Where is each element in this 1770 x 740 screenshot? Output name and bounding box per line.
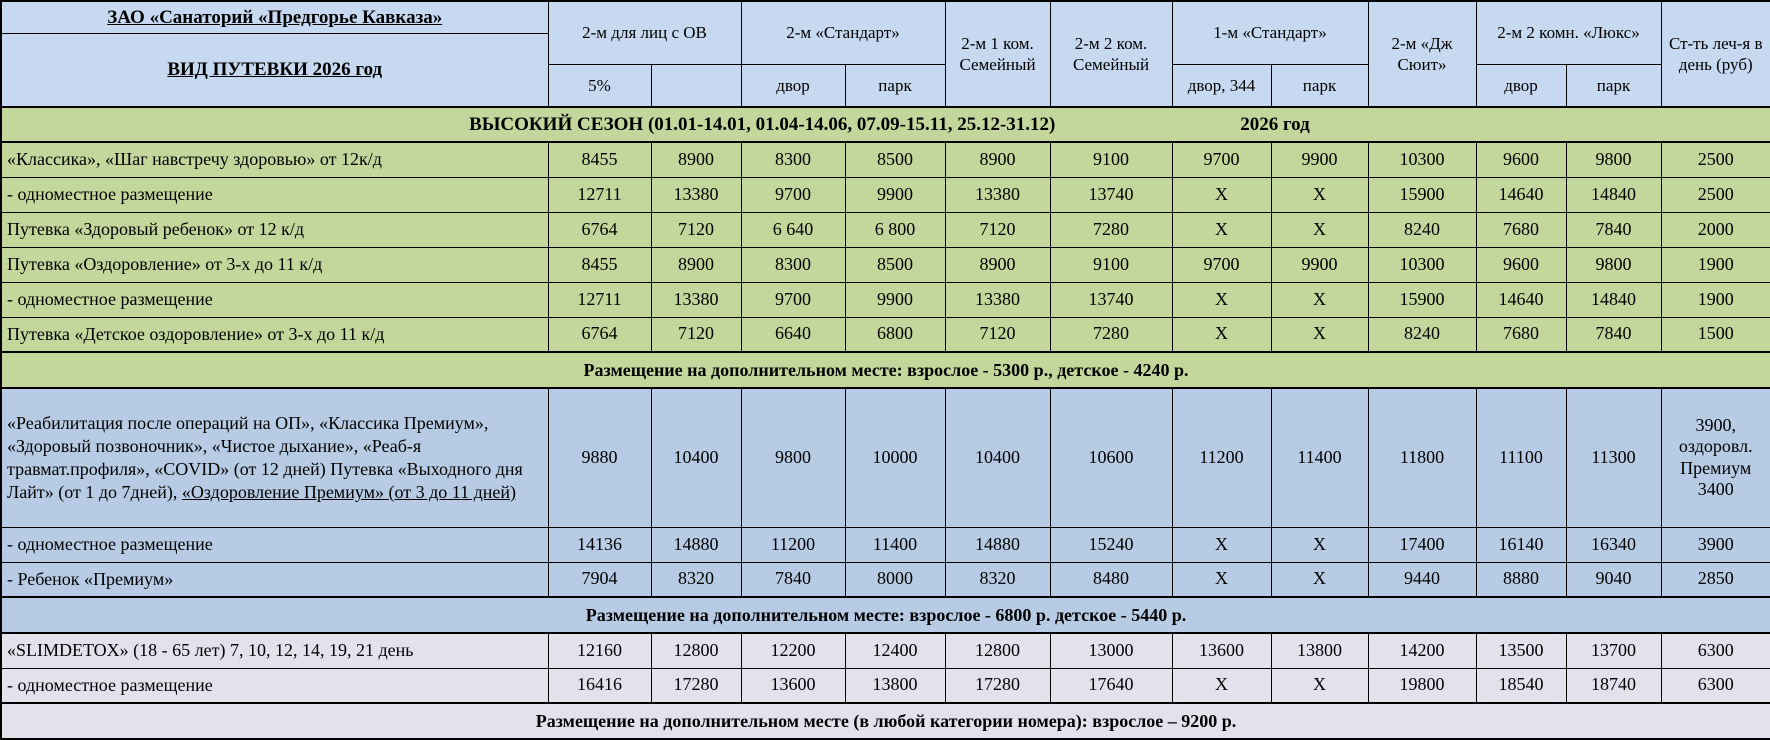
price-cell: 10300	[1368, 247, 1476, 282]
price-cell: 2500	[1661, 142, 1770, 177]
column-group-family-2room: 2-м 2 ком. Семейный	[1050, 1, 1172, 107]
row-label-underlined-text: «Оздоровление Премиум» (от 3 до 11 дней)	[181, 481, 517, 502]
table-row	[1, 527, 1770, 562]
row-label-text: «Классика», «Шаг навстречу здоровью» от 12к/д	[7, 149, 382, 170]
row-label-text: Путевка «Здоровый ребенок» от 12 к/д	[7, 218, 305, 239]
row-label-text: «Реабилитация после операций на ОП», «Классика Премиум», «Здоровый позвоночник», «Чистое дыхание», «Реаб-я травмат.профиля», «COVID» (от 12 дней) Путевка «Выходного дня Лайт» (от 1 до 7дней),	[7, 412, 523, 502]
price-cell: 9600	[1476, 142, 1566, 177]
price-cell: Х	[1271, 282, 1368, 317]
price-cell: 6300	[1661, 668, 1770, 703]
column-subheader: парк	[845, 64, 945, 107]
price-cell: 11800	[1368, 388, 1476, 527]
price-cell: Х	[1172, 317, 1271, 352]
price-cell: 8300	[741, 142, 845, 177]
note-band-row	[1, 597, 1770, 633]
price-cell: 2850	[1661, 562, 1770, 597]
price-cell: 15240	[1050, 527, 1172, 562]
price-cell: 8240	[1368, 317, 1476, 352]
price-cell: 9040	[1566, 562, 1661, 597]
price-cell: 8455	[548, 247, 651, 282]
price-cell: 9700	[1172, 142, 1271, 177]
price-cell: 10400	[945, 388, 1050, 527]
price-cell: 1900	[1661, 282, 1770, 317]
season-title: ВЫСОКИЙ СЕЗОН (01.01-14.01, 01.04-14.06, 07.09-15.11, 25.12-31.12)	[469, 113, 1056, 135]
price-cell: Х	[1172, 212, 1271, 247]
price-cell: 6 640	[741, 212, 845, 247]
price-cell: 17280	[651, 668, 741, 703]
price-cell: 12800	[945, 633, 1050, 668]
season-band	[1, 107, 1770, 142]
price-cell: 15900	[1368, 282, 1476, 317]
price-cell: 13600	[1172, 633, 1271, 668]
price-cell: 19800	[1368, 668, 1476, 703]
note-band-row	[1, 352, 1770, 388]
column-group-family-1room: 2-м 1 ком. Семейный	[945, 1, 1050, 107]
price-cell: 8500	[845, 142, 945, 177]
column-subheader: двор	[741, 64, 845, 107]
row-label-text: Путевка «Оздоровление» от 3-х до 11 к/д	[7, 253, 323, 274]
price-cell: 7840	[1566, 212, 1661, 247]
row-label-text: - одноместное размещение	[7, 533, 213, 554]
price-cell: 13740	[1050, 177, 1172, 212]
season-year: 2026 год	[1240, 113, 1310, 135]
price-cell: 13380	[945, 177, 1050, 212]
price-cell: 7120	[651, 212, 741, 247]
price-cell: 2500	[1661, 177, 1770, 212]
table-row	[1, 212, 1770, 247]
extra-bed-note: Размещение на дополнительном месте: взрослое - 5300 р., детское - 4240 р.	[1, 352, 1770, 388]
price-cell: 9440	[1368, 562, 1476, 597]
price-cell: 10000	[845, 388, 945, 527]
row-label-text: Путевка «Детское оздоровление» от 3-х до 11 к/д	[7, 323, 385, 344]
price-cell: 8500	[845, 247, 945, 282]
price-cell: 14880	[651, 527, 741, 562]
price-cell: 3900, оздоровл. Премиум 3400	[1661, 388, 1770, 527]
price-cell: 15900	[1368, 177, 1476, 212]
price-cell: 9800	[1566, 142, 1661, 177]
price-table-body	[1, 107, 1770, 739]
price-cell: 12711	[548, 177, 651, 212]
row-label	[1, 317, 548, 352]
column-subheader	[651, 64, 741, 107]
price-cell: 8900	[651, 247, 741, 282]
column-group-lux: 2-м 2 комн. «Люкс»	[1476, 1, 1661, 64]
price-cell: 11100	[1476, 388, 1566, 527]
price-cell: 12160	[548, 633, 651, 668]
price-cell: Х	[1271, 668, 1368, 703]
price-cell: Х	[1271, 562, 1368, 597]
table-row	[1, 668, 1770, 703]
price-cell: 13380	[945, 282, 1050, 317]
row-label	[1, 247, 548, 282]
price-cell: 7280	[1050, 212, 1172, 247]
price-cell: Х	[1172, 527, 1271, 562]
table-row	[1, 177, 1770, 212]
table-row	[1, 562, 1770, 597]
price-cell: Х	[1271, 212, 1368, 247]
price-cell: Х	[1172, 562, 1271, 597]
price-cell: 7280	[1050, 317, 1172, 352]
price-cell: 3900	[1661, 527, 1770, 562]
extra-bed-note: Размещение на дополнительном месте (в любой категории номера): взрослое – 9200 р.	[1, 703, 1770, 739]
table-row	[1, 317, 1770, 352]
price-cell: 13380	[651, 282, 741, 317]
price-cell: 17280	[945, 668, 1050, 703]
price-cell: 9600	[1476, 247, 1566, 282]
price-cell: 8455	[548, 142, 651, 177]
price-cell: 8880	[1476, 562, 1566, 597]
price-cell: 14840	[1566, 177, 1661, 212]
price-cell: 11300	[1566, 388, 1661, 527]
price-cell: Х	[1271, 527, 1368, 562]
row-label-text: - одноместное размещение	[7, 183, 213, 204]
column-group-treatment-cost: Ст-ть леч-я в день (руб)	[1661, 1, 1770, 107]
price-cell: 18740	[1566, 668, 1661, 703]
price-cell: 11200	[741, 527, 845, 562]
price-cell: 7680	[1476, 212, 1566, 247]
price-cell: 12800	[651, 633, 741, 668]
price-cell: 13700	[1566, 633, 1661, 668]
column-group-standard-1: 1-м «Стандарт»	[1172, 1, 1368, 64]
price-cell: 13800	[845, 668, 945, 703]
price-cell: 9100	[1050, 142, 1172, 177]
price-cell: 14880	[945, 527, 1050, 562]
price-cell: 13800	[1271, 633, 1368, 668]
price-cell: 9900	[1271, 142, 1368, 177]
price-cell: 16416	[548, 668, 651, 703]
price-cell: 8000	[845, 562, 945, 597]
price-cell: 7840	[1566, 317, 1661, 352]
row-label	[1, 212, 548, 247]
price-cell: 10400	[651, 388, 741, 527]
price-cell: 8900	[945, 247, 1050, 282]
price-cell: 8300	[741, 247, 845, 282]
column-group-disabled: 2-м для лиц с ОВ	[548, 1, 741, 64]
price-cell: 12711	[548, 282, 651, 317]
price-cell: 12400	[845, 633, 945, 668]
column-subheader: двор, 344	[1172, 64, 1271, 107]
price-cell: 8480	[1050, 562, 1172, 597]
price-cell: 9880	[548, 388, 651, 527]
price-cell: Х	[1172, 668, 1271, 703]
row-label	[1, 142, 548, 177]
price-cell: 7904	[548, 562, 651, 597]
row-label	[1, 527, 548, 562]
title-cell	[1, 1, 548, 107]
price-cell: 9800	[1566, 247, 1661, 282]
table-row	[1, 388, 1770, 527]
price-cell: 13000	[1050, 633, 1172, 668]
price-cell: 17640	[1050, 668, 1172, 703]
row-label	[1, 633, 548, 668]
table-row	[1, 633, 1770, 668]
price-cell: 11200	[1172, 388, 1271, 527]
price-cell: 18540	[1476, 668, 1566, 703]
season-band-row	[1, 107, 1770, 142]
price-cell: 8320	[651, 562, 741, 597]
price-cell: 14136	[548, 527, 651, 562]
row-label	[1, 562, 548, 597]
price-cell: 6 800	[845, 212, 945, 247]
table-row	[1, 247, 1770, 282]
price-cell: 9700	[1172, 247, 1271, 282]
row-label-text: - одноместное размещение	[7, 288, 213, 309]
price-cell: 7120	[651, 317, 741, 352]
column-subheader: двор	[1476, 64, 1566, 107]
price-cell: 1500	[1661, 317, 1770, 352]
price-cell: 17400	[1368, 527, 1476, 562]
price-cell: Х	[1271, 177, 1368, 212]
price-cell: 14200	[1368, 633, 1476, 668]
price-cell: 7840	[741, 562, 845, 597]
price-cell: 8900	[651, 142, 741, 177]
price-cell: 7120	[945, 212, 1050, 247]
price-cell: 11400	[845, 527, 945, 562]
price-cell: 9700	[741, 282, 845, 317]
price-cell: 6764	[548, 317, 651, 352]
price-cell: 6640	[741, 317, 845, 352]
price-cell: 16340	[1566, 527, 1661, 562]
price-cell: 14640	[1476, 177, 1566, 212]
price-cell: 9900	[845, 177, 945, 212]
price-cell: 9900	[1271, 247, 1368, 282]
price-cell: 2000	[1661, 212, 1770, 247]
column-group-row	[1, 1, 1770, 64]
price-cell: 14840	[1566, 282, 1661, 317]
price-cell: 13740	[1050, 282, 1172, 317]
price-cell: 13600	[741, 668, 845, 703]
price-cell: 14640	[1476, 282, 1566, 317]
price-cell: 9100	[1050, 247, 1172, 282]
row-label	[1, 388, 548, 527]
row-label	[1, 282, 548, 317]
price-cell: 8900	[945, 142, 1050, 177]
price-cell: 7680	[1476, 317, 1566, 352]
price-cell: 6764	[548, 212, 651, 247]
price-cell: 9800	[741, 388, 845, 527]
price-cell: Х	[1271, 317, 1368, 352]
price-cell: 7120	[945, 317, 1050, 352]
price-cell: 11400	[1271, 388, 1368, 527]
note-band-row	[1, 703, 1770, 739]
price-cell: 8240	[1368, 212, 1476, 247]
price-cell: 10300	[1368, 142, 1476, 177]
table-row	[1, 142, 1770, 177]
column-subheader: парк	[1271, 64, 1368, 107]
row-label	[1, 668, 548, 703]
price-cell: 10600	[1050, 388, 1172, 527]
price-cell: 8320	[945, 562, 1050, 597]
price-cell: Х	[1172, 177, 1271, 212]
voucher-type-title: ВИД ПУТЕВКИ 2026 год	[167, 59, 383, 80]
price-cell: 6800	[845, 317, 945, 352]
price-cell: 9700	[741, 177, 845, 212]
column-subheader: 5%	[548, 64, 651, 107]
org-title: ЗАО «Санаторий «Предгорье Кавказа»	[2, 2, 548, 34]
price-cell: 13500	[1476, 633, 1566, 668]
row-label-text: - одноместное размещение	[7, 674, 213, 695]
row-label-text: «SLIMDETOX» (18 - 65 лет) 7, 10, 12, 14, 19, 21 день	[7, 640, 414, 661]
column-subheader: парк	[1566, 64, 1661, 107]
column-group-standard-2: 2-м «Стандарт»	[741, 1, 945, 64]
price-cell: 13380	[651, 177, 741, 212]
row-label-text: - Ребенок «Премиум»	[7, 568, 174, 589]
price-cell: 12200	[741, 633, 845, 668]
row-label	[1, 177, 548, 212]
price-cell: Х	[1172, 282, 1271, 317]
extra-bed-note: Размещение на дополнительном месте: взрослое - 6800 р. детское - 5440 р.	[1, 597, 1770, 633]
column-group-junior-suite: 2-м «Дж Сюит»	[1368, 1, 1476, 107]
table-row	[1, 282, 1770, 317]
table-header	[1, 1, 1770, 107]
price-cell: 6300	[1661, 633, 1770, 668]
price-cell: 1900	[1661, 247, 1770, 282]
price-cell: 9900	[845, 282, 945, 317]
price-cell: 16140	[1476, 527, 1566, 562]
